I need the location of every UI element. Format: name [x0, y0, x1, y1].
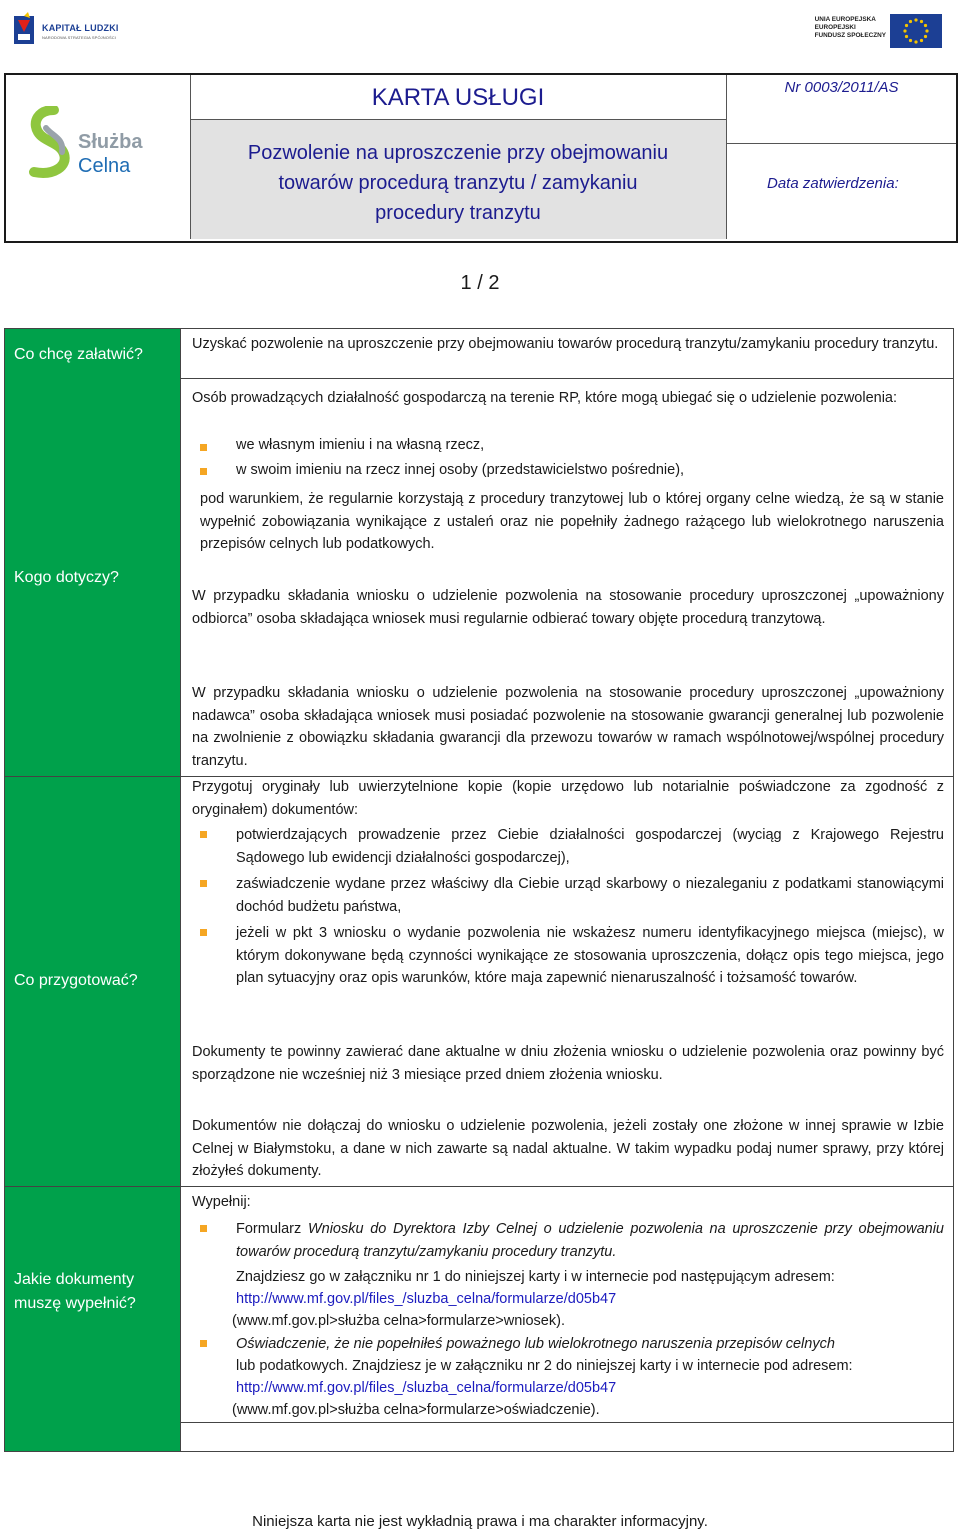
divider — [180, 1422, 954, 1423]
who-authorised-consignee: W przypadku składania wniosku o udzielenie pozwolenia na stosowanie procedury uproszczonej „upoważniony odbiorca” osoba składająca wniosek musi regularnie odbierać towary objęte procedurą tranzytową. — [192, 588, 944, 627]
declaration-link[interactable]: http://www.mf.gov.pl/files_/sluzba_celna/formularze/d05b47 — [236, 1380, 617, 1396]
bullet-icon — [200, 1225, 207, 1232]
celna-text: Celna — [78, 155, 131, 177]
question-prepare: Co przygotować? — [14, 972, 138, 989]
prepare-no-attach: Dokumentów nie dołączaj do wniosku o udzielenie pozwolenia, jeżeli zostały one złożone w innej sprawie w Izbie Celnej w Białymstoku, a dane w nich zawarte są nadal aktualne. W takim wypadku podaj numer sprawy, przy której złożyłeś dokumenty. — [192, 1118, 944, 1179]
declaration-path: (www.mf.gov.pl>służba celna>formularze>oświadczenie). — [232, 1402, 600, 1418]
service-subtitle-line: Pozwolenie na uproszczenie przy obejmowaniu — [247, 142, 669, 164]
list-item: w swoim imieniu na rzecz innej osoby (przedstawicielstwo pośrednie), — [236, 462, 685, 478]
service-subtitle — [190, 138, 726, 228]
sluzba-celna-text — [78, 130, 142, 178]
form-prefix: Formularz — [236, 1221, 308, 1237]
prepare-intro: Przygotuj oryginały lub uwierzytelnione kopie (kopie urzędowo lub notarialnie poświadczone za zgodność z oryginałem) dokumentów: — [192, 779, 944, 818]
who-authorised-consignor: W przypadku składania wniosku o udzielenie pozwolenia na stosowanie procedury uproszczonej „upoważniony nadawca” osoba składająca wniosek musi posiadać pozwolenie na stosowanie gwarancji generalnej lub pozwolenie na zwolnienie z obowiązku składania gwarancji dla przewozu towarów w ramach wspólnotowej/wspólnej procedury tranzytu. — [192, 685, 944, 769]
documents-intro: Wypełnij: — [192, 1194, 251, 1210]
sluzba-text: Służba — [78, 131, 143, 153]
page-number: 1 / 2 — [460, 272, 500, 294]
list-item: potwierdzających prowadzenie przez Ciebie działalności gospodarczej (wyciąg z Krajowego Rejestru Sądowego lub ewidencji działalności gospodarczej), — [236, 827, 944, 866]
eu-flag-icon — [890, 14, 942, 48]
what-text: Uzyskać pozwolenie na uproszczenie przy obejmowaniu towarów procedurą tranzytu/zamykaniu procedury tranzytu. — [192, 336, 939, 352]
list-item: jeżeli w pkt 3 wniosku o wydanie pozwolenia nie wskażesz numeru identyfikacyjnego miejsca (miejsc), w którym dokonywane będą czynności wynikające ze stosowania uproszczenia, dołącz opis tego miejsca, jego plan sytuacyjny oraz opis warunków, które maja zapewnić nienaruszalność i tożsamość towarów. — [236, 925, 944, 986]
list-item: zaświadczenie wydane przez właściwy dla Ciebie urząd skarbowy o niezaleganiu z podatkami stanowiącymi dochód budżetu państwa, — [236, 876, 944, 915]
divider — [190, 75, 191, 239]
bullet-icon — [200, 1340, 207, 1347]
kapital-ludzki-title: KAPITAŁ LUDZKI — [42, 23, 119, 33]
form-location: Znajdziesz go w załączniku nr 1 do niniejszej karty i w internecie pod następującym adresem: — [236, 1269, 835, 1285]
service-subtitle-line: towarów procedurą tranzytu / zamykaniu — [278, 172, 638, 194]
kapital-ludzki-mark-icon — [12, 12, 38, 48]
form-link[interactable]: http://www.mf.gov.pl/files_/sluzba_celna/formularze/d05b47 — [236, 1291, 617, 1307]
divider — [180, 378, 954, 379]
divider — [180, 328, 181, 1452]
card-number: Nr 0003/2011/AS — [784, 79, 899, 96]
eu-logo — [810, 12, 942, 48]
declaration-title: Oświadczenie, że nie popełniłeś poważnego lub wielokrotnego naruszenia przepisów celnych — [236, 1336, 835, 1352]
form-path: (www.mf.gov.pl>służba celna>formularze>wniosek). — [232, 1313, 565, 1329]
kapital-ludzki-logo — [12, 12, 124, 48]
documents-list — [200, 1218, 944, 1418]
sluzba-celna-mark-icon — [24, 106, 74, 180]
approval-date-label: Data zatwierdzenia: — [767, 175, 899, 192]
question-what: Co chcę załatwić? — [14, 346, 143, 363]
header-number-cell — [727, 75, 956, 144]
footer-disclaimer: Niniejsza karta nie jest wykładnią prawa i ma charakter informacyjny. — [252, 1513, 708, 1530]
prepare-validity: Dokumenty te powinny zawierać dane aktualne w dniu złożenia wniosku o udzielenie pozwolenia oraz powinny być sporządzone nie wcześniej niż 3 miesiące przed dniem złożenia wniosku. — [192, 1044, 944, 1083]
list-item: we własnym imieniu i na własną rzecz, — [236, 437, 485, 453]
bullet-icon — [200, 929, 207, 936]
header-title-cell — [190, 75, 727, 120]
who-condition: pod warunkiem, że regularnie korzystają z procedury tranzytowej lub o której organy celne wiedzą, że są w stanie wypełnić zobowiązania wynikające z ustaleń oraz nie popełniły żadnego rażącego lub wielokrotnego naruszenia przepisów celnych lub podatkowych. — [200, 491, 944, 552]
eu-logo-text: UNIA EUROPEJSKA EUROPEJSKI FUNDUSZ SPOŁECZNY — [814, 16, 886, 39]
service-subtitle-line: procedury tranzytu — [375, 202, 541, 224]
bullet-icon — [200, 831, 207, 838]
list-item — [236, 1218, 944, 1263]
sluzba-celna-logo — [24, 104, 164, 186]
bullet-icon — [200, 880, 207, 887]
header-subtitle-cell — [190, 120, 727, 239]
question-who: Kogo dotyczy? — [14, 569, 119, 586]
prepare-bullet-list — [200, 826, 944, 1016]
question-documents: Jakie dokumenty muszę wypełnić? — [14, 1271, 136, 1312]
bullet-icon — [200, 468, 207, 475]
who-intro: Osób prowadzących działalność gospodarczą na terenie RP, które mogą ubiegać się o udzielenie pozwolenia: — [192, 390, 898, 406]
form-title: Wniosku do Dyrektora Izby Celnej o udzielenie pozwolenia na uproszczenie przy obejmowaniu towarów procedurą tranzytu/zamykaniu procedury tranzytu. — [236, 1221, 944, 1260]
page-title: KARTA USŁUGI — [371, 84, 545, 111]
bullet-icon — [200, 444, 207, 451]
kapital-ludzki-subtitle: NARODOWA STRATEGIA SPÓJNOŚCI — [42, 35, 116, 40]
declaration-location: lub podatkowych. Znajdziesz je w załączniku nr 2 do niniejszej karty i w internecie pod adresem: — [236, 1358, 853, 1374]
divider — [4, 1186, 954, 1187]
